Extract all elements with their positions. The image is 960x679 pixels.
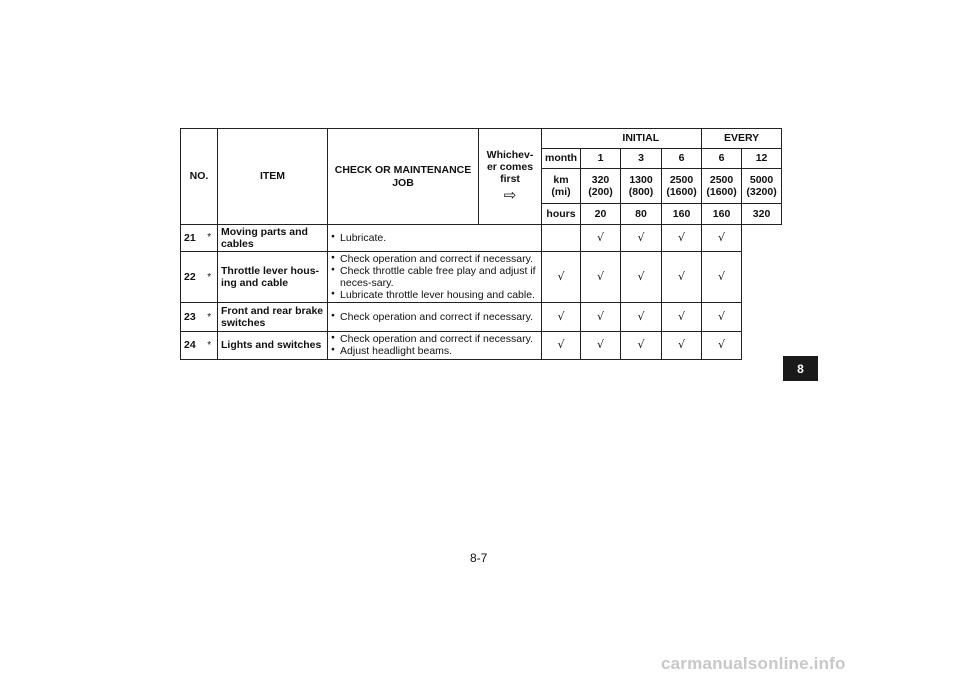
row-number: 23 <box>181 303 202 332</box>
header-km-5: 5000 (3200) <box>742 169 782 204</box>
row-job <box>328 252 542 303</box>
job-bullet: ● Check operation and correct if necessary. <box>331 333 538 345</box>
header-no: NO. <box>181 129 218 225</box>
job-bullet: ● Lubricate throttle lever housing and cable. <box>331 289 538 301</box>
row-job <box>328 332 542 359</box>
header-month-2: 3 <box>621 149 662 169</box>
header-hours-label: hours <box>542 204 581 225</box>
table-row <box>181 225 782 252</box>
row-number: 24 <box>181 332 202 359</box>
header-month-label: month <box>542 149 581 169</box>
row-item: Moving parts and cables <box>218 225 328 252</box>
header-month-3: 6 <box>662 149 702 169</box>
check-cell: √ <box>621 332 662 359</box>
job-bullet: ● Adjust headlight beams. <box>331 345 538 357</box>
table-row <box>181 252 782 303</box>
row-item: Lights and switches <box>218 332 328 359</box>
row-item: Throttle lever hous-ing and cable <box>218 252 328 303</box>
check-cell: √ <box>702 303 742 332</box>
check-cell: √ <box>581 332 621 359</box>
check-cell: √ <box>662 252 702 303</box>
row-star: * <box>202 225 218 252</box>
header-hours-1: 20 <box>581 204 621 225</box>
header-hours-3: 160 <box>662 204 702 225</box>
maintenance-table <box>180 128 782 360</box>
check-cell: √ <box>581 252 621 303</box>
check-cell: √ <box>702 252 742 303</box>
job-bullet: ● Check operation and correct if necessary. <box>331 253 538 265</box>
check-cell: √ <box>702 225 742 252</box>
header-hours-4: 160 <box>702 204 742 225</box>
check-cell: √ <box>662 303 702 332</box>
row-star: * <box>202 252 218 303</box>
check-cell: √ <box>581 303 621 332</box>
check-cell: √ <box>581 225 621 252</box>
header-km-3: 2500 (1600) <box>662 169 702 204</box>
header-whichever <box>479 129 542 225</box>
header-hours-2: 80 <box>621 204 662 225</box>
watermark: carmanualsonline.info <box>661 654 846 673</box>
row-item: Front and rear brake switches <box>218 303 328 332</box>
header-blank <box>542 129 581 149</box>
chapter-tab: 8 <box>783 356 818 381</box>
header-month-1: 1 <box>581 149 621 169</box>
check-cell <box>542 225 581 252</box>
row-job <box>328 225 542 252</box>
check-cell: √ <box>542 332 581 359</box>
header-initial: INITIAL <box>581 129 702 149</box>
header-km-2: 1300 (800) <box>621 169 662 204</box>
row-star: * <box>202 332 218 359</box>
header-every: EVERY <box>702 129 782 149</box>
job-bullet: ● Check throttle cable free play and adjust if neces-sary. <box>331 265 538 289</box>
row-number: 22 <box>181 252 202 303</box>
check-cell: √ <box>702 332 742 359</box>
header-km-label: km (mi) <box>542 169 581 204</box>
header-job: CHECK OR MAINTENANCE JOB <box>328 129 479 225</box>
job-bullet: ● Lubricate. <box>331 232 538 244</box>
table-row <box>181 303 782 332</box>
check-cell: √ <box>621 252 662 303</box>
page-number: 8-7 <box>470 551 488 565</box>
header-km-4: 2500 (1600) <box>702 169 742 204</box>
right-arrow-icon: ⇨ <box>503 186 517 204</box>
check-cell: √ <box>621 303 662 332</box>
check-cell: √ <box>542 252 581 303</box>
header-month-5: 12 <box>742 149 782 169</box>
row-job <box>328 303 542 332</box>
check-cell: √ <box>542 303 581 332</box>
check-cell: √ <box>662 332 702 359</box>
job-bullet: ● Check operation and correct if necessary. <box>331 311 538 323</box>
header-km-1: 320 (200) <box>581 169 621 204</box>
header-month-4: 6 <box>702 149 742 169</box>
table-row <box>181 332 782 359</box>
check-cell: √ <box>662 225 702 252</box>
row-number: 21 <box>181 225 202 252</box>
row-star: * <box>202 303 218 332</box>
check-cell: √ <box>621 225 662 252</box>
header-whichever-text: Whichev-er comes first <box>486 148 534 185</box>
header-hours-5: 320 <box>742 204 782 225</box>
header-item: ITEM <box>218 129 328 225</box>
